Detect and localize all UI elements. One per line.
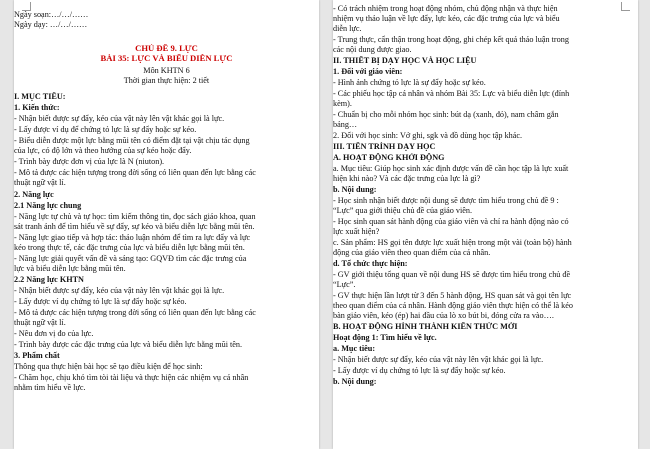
text-line: thuật ngữ vật lí.: [14, 178, 66, 187]
text-line: B. HOẠT ĐỘNG HÌNH THÀNH KIẾN THỨC MỚI: [333, 322, 518, 331]
text-line: 3. Phẩm chất: [14, 351, 60, 360]
text-line: - Học sinh quan sát hành động của giáo viên và chỉ ra hành động nào có: [333, 217, 569, 226]
text-line: - Trình bày được đơn vị của lực là N (niuton).: [14, 157, 165, 166]
text-line: - Nhận biết được sự đẩy, kéo của vật này lên vật khác gọi là lực.: [333, 355, 544, 364]
text-line: theo quan điểm của cá nhân. Hành động giáo viên thực hiện có thể là kéo: [333, 301, 573, 310]
text-line: - Trung thực, cẩn thận trong hoạt động, ghi chép kết quả thảo luận trong: [333, 35, 569, 44]
text-line: - Nêu đơn vị đo của lực.: [14, 329, 94, 338]
text-line: bảng…: [333, 120, 358, 129]
text-line: - GV giới thiệu tổng quan về nội dung HS sẽ được tìm hiểu trong chủ đề: [333, 270, 571, 279]
text-line: a. Mục tiêu:: [333, 344, 376, 353]
text-line: III. TIẾN TRÌNH DẠY HỌC: [333, 142, 436, 151]
text-line: “Lực”.: [333, 280, 356, 289]
text-line: bàn giáo viên, kéo (ép) hai đầu của lò xo bút bi, đóng cửa ra vào….: [333, 311, 554, 320]
text-line: kèm).: [333, 99, 352, 108]
text-line: - Chăm học, chịu khó tìm tòi tài liệu và thực hiện các nhiệm vụ cá nhân: [14, 373, 249, 382]
text-line: 2. Năng lực: [14, 190, 54, 199]
text-line: 1. Đối với giáo viên:: [333, 67, 403, 76]
text-line: - Chuẩn bị cho mỗi nhóm học sinh: bút dạ (xanh, đỏ), nam châm gắn: [333, 110, 559, 119]
text-line: - Nhận biết được sự đẩy, kéo của vật này lên vật khác gọi là lực.: [14, 114, 225, 123]
text-line: hiện khi nào? Và các đặc trưng của lực là gì?: [333, 174, 481, 183]
text-line: - Mô tả được các hiện tượng trong đời sống có liên quan đến lực bằng các: [14, 168, 256, 177]
text-line: của lực, có độ lớn và theo hướng của sự kéo hoặc đẩy.: [14, 146, 192, 155]
text-line: Thông qua thực hiện bài học sẽ tạo điều kiện để học sinh:: [14, 362, 203, 371]
text-line: - GV thực hiện lần lượt từ 3 đến 5 hành động, HS quan sát và gọi tên lực: [333, 291, 572, 300]
text-line: diễn lực.: [333, 24, 362, 33]
text-line: b. Nội dung:: [333, 185, 377, 194]
text-line: 2. Đối với học sinh: Vở ghi, sgk và đồ dùng học tập khác.: [333, 131, 523, 140]
text-line: sát tranh ảnh để tìm hiểu về sự đẩy, sự kéo và biểu diễn lực bằng mũi tên.: [14, 222, 255, 231]
text-line: c. Sản phẩm: HS gọi tên được lực xuất hiện trong một vài (toàn bộ) hành: [333, 238, 572, 247]
text-line: nhằm tìm hiểu về lực.: [14, 383, 86, 392]
text-line: kéo trong thực tế, các đặc trưng của lực và biểu diễn lực bằng mũi tên.: [14, 243, 245, 252]
text-line: - Mô tả được các hiện tượng trong đời sống có liên quan đến lực bằng các: [14, 308, 256, 317]
text-line: Môn KHTN 6: [143, 66, 190, 75]
text-line: - Các phiếu học tập cá nhân và nhóm Bài 35: Lực và biểu diễn lực (đính: [333, 89, 570, 98]
document-page-right: [333, 0, 638, 449]
text-line: các nội dung được giao.: [333, 45, 412, 54]
text-line: I. MỤC TIÊU:: [14, 92, 66, 101]
text-line: Hoạt động 1: Tìm hiểu về lực.: [333, 333, 437, 342]
text-line: A. HOẠT ĐỘNG KHỞI ĐỘNG: [333, 153, 445, 162]
text-line: thuật ngữ vật lí.: [14, 318, 66, 327]
text-line: b. Nội dung:: [333, 377, 377, 386]
text-line: a. Mục tiêu: Giúp học sinh xác định được vấn đề cần học tập là lực xuất: [333, 164, 569, 173]
text-line: II. THIẾT BỊ DẠY HỌC VÀ HỌC LIỆU: [333, 56, 477, 65]
text-line: - Lấy được ví dụ chứng tỏ lực là sự đẩy hoặc sự kéo.: [333, 366, 506, 375]
text-line: - Lấy được ví dụ để chứng tỏ lực là sự đẩy hoặc sự kéo.: [14, 125, 197, 134]
text-line: 2.1 Năng lực chung: [14, 201, 82, 210]
text-line: - Nhận biết được sự đẩy, kéo của vật này lên vật khác gọi là lực.: [14, 286, 225, 295]
text-line: - Trình bày được các đặc trưng của lực và biểu diễn lực bằng mũi tên.: [14, 340, 243, 349]
text-line: Ngày soạn:…/…/……: [14, 10, 89, 19]
text-line: - Năng lực tự chủ và tự học: tìm kiếm thông tin, đọc sách giáo khoa, quan: [14, 212, 256, 221]
text-line: BÀI 35: LỰC VÀ BIỂU DIỄN LỰC: [100, 54, 233, 63]
text-line: 2.2 Năng lực KHTN: [14, 275, 84, 284]
text-line: 1. Kiến thức:: [14, 103, 60, 112]
text-line: - Có trách nhiệm trong hoạt động nhóm, chủ động nhận và thực hiện: [333, 4, 558, 13]
text-line: lực và biểu diễn lực bằng mũi tên.: [14, 264, 126, 273]
text-line: động của giáo viên theo quan điểm của cá nhân.: [333, 248, 491, 257]
text-line: - Năng lực giải quyết vấn đề và sáng tạo: GQVĐ tìm các đặc trưng của: [14, 254, 247, 263]
text-line: lực xuất hiện?: [333, 227, 380, 236]
text-line: d. Tổ chức thực hiện:: [333, 259, 408, 268]
text-line: nhiệm vụ thảo luận về lực đẩy, lực kéo, các đặc trưng của lực và biểu: [333, 14, 560, 23]
text-line: Thời gian thực hiện: 2 tiết: [123, 76, 210, 85]
text-line: - Biểu diễn được một lực bằng mũi tên có điểm đặt tại vật chịu tác dụng: [14, 136, 250, 145]
document-page-left: [14, 0, 319, 449]
text-line: - Học sinh nhận biết được nội dung sẽ được tìm hiểu trong chủ đề 9 :: [333, 196, 559, 205]
text-line: - Năng lực giao tiếp và hợp tác: thảo luận nhóm để tìm ra lực đẩy và lực: [14, 233, 251, 242]
text-line: Ngày dạy: …/…/……: [14, 20, 88, 29]
text-line: CHỦ ĐỀ 9. LỰC: [135, 44, 198, 53]
text-line: - Lấy được ví dụ chứng tỏ lực là sự đẩy hoặc sự kéo.: [14, 297, 187, 306]
text-line: - Hình ảnh chứng tỏ lực là sự đẩy hoặc sự kéo.: [333, 78, 486, 87]
text-line: “Lực” qua giới thiệu chủ đề của giáo viên.: [333, 206, 473, 215]
